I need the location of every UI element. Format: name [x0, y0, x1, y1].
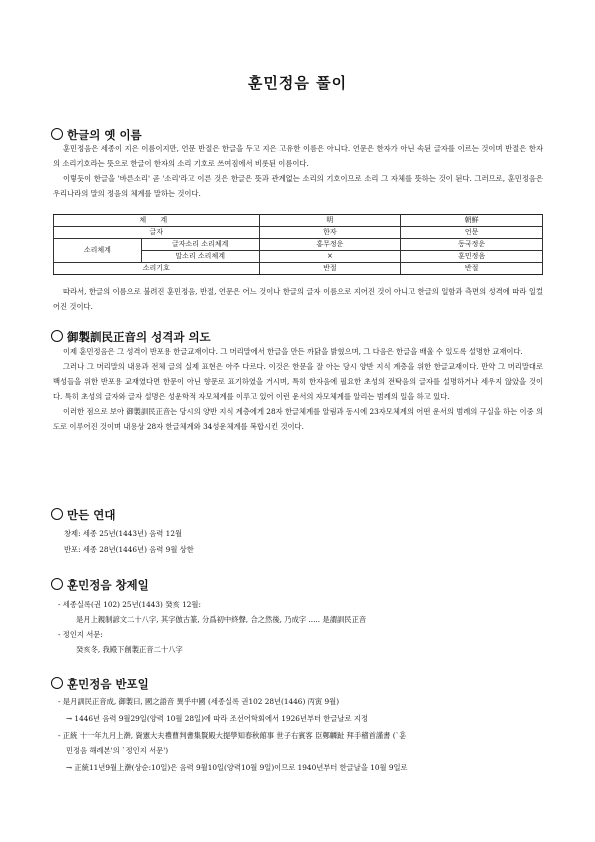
section-heading-creation-day: 훈민정음 창제일 [51, 577, 149, 593]
section-heading-old-names: 한글의 옛 이름 [51, 127, 142, 143]
paragraph: 이렇듯이 한글을 '바른소리' 곧 '소리'라고 이른 것은 한글은 뜻과 관계없는 소리의 기호이므로 소리 그 자체를 뜻하는 것이 된다. 그러므로, 훈민정음은 우리나라의 말의 정음의 체계를 말하는 것이다. [53, 174, 543, 198]
circle-bullet-icon [51, 128, 63, 140]
table-cell: 글자 [54, 227, 260, 239]
table-cell: 언문 [401, 227, 543, 239]
source-line: - 세종실록(권 102) 25년(1443) 癸亥 12월: [58, 600, 201, 609]
page-title: 훈민정음 풀이 [247, 74, 348, 92]
table-cell: 한자 [259, 227, 401, 239]
table-row [54, 239, 543, 251]
source-line: - 正統 十一年九月上澣, 資憲大夫禮曹判書集賢殿大提學知春秋館事 世子右賓客 臣鄭麟趾 拜手稽首謹書 (`훈 [58, 731, 407, 740]
circle-bullet-icon [51, 578, 63, 590]
paragraph: 이러한 점으로 보아 御製訓民正音는 당시의 양반 지식 계층에게 28자 한글체계를 알림과 동시에 23자모체계의 어떤 운서의 범례의 구실을 하는 이중 의도로 이루어진 것이며 내용상 28자 한글체계와 34성운체계를 복합시킨 것이다. [53, 407, 544, 431]
table-header-cell: 체 계 [54, 215, 260, 227]
source-line: - 정인지 서문: [58, 630, 103, 639]
section-heading-creation-date: 만든 연대 [51, 507, 115, 523]
section-character-intent-text [53, 344, 543, 434]
table-cell: 훈민정음 [401, 251, 543, 263]
table-cell: 반절 [401, 263, 543, 275]
note-line: → 1446년 음력 9월29일(양력 10월 28일)에 따라 조선어학회에서 1926년부터 한글날로 지정 [66, 714, 369, 723]
table-cell: × [259, 251, 401, 263]
source-line: - 是月訓民正音成, 御製曰, 國之語音 異乎中國 (세종실록 권102 28년(1446) 丙寅 9월) [58, 697, 340, 706]
table-group-cell: 소리체계 [54, 239, 142, 263]
section-heading-character-intent: 御製訓民正音의 성격과 의도 [51, 329, 211, 345]
circle-bullet-icon [51, 330, 63, 342]
source-line-continued: 민정음 해례본'의 `정인지 서문') [66, 746, 169, 755]
note-line: → 正統11년9월上澣(상순:10일)은 음력 9월10일(양력10월 9일)이므로 1940년부터 한글날을 10월 9일로 [66, 763, 408, 772]
circle-bullet-icon [51, 677, 63, 689]
table-row [54, 227, 543, 239]
circle-bullet-icon [51, 508, 63, 520]
paragraph: 훈민정음은 세종이 지은 이름이지만, 언문 반절은 한글을 두고 지은 고유한 이름은 아니다. 언문은 한자가 아닌 속된 글자를 이르는 것이며 반절은 한자의 소리기호라는 뜻으로 한글이 한자의 소리 기호로 쓰여짐에서 비롯된 이름이다. [53, 144, 543, 168]
quote-line: 是月上親制諺文二十八字, 其字倣古篆, 分爲初中終聲, 合之然後, 乃成字 ..... 是謂訓民正音 [76, 615, 367, 624]
script-system-table [53, 214, 543, 275]
table-cell: 반절 [259, 263, 401, 275]
table-header-cell: 明 [259, 215, 401, 227]
quote-line: 癸亥冬, 我殿下創製正音二十八字 [76, 645, 183, 654]
table-cell: 글자소리 소리체계 [141, 239, 259, 251]
section-heading-promulgation-day: 훈민정음 반포일 [51, 676, 149, 692]
table-cell: 동국정운 [401, 239, 543, 251]
table-header-row [54, 215, 543, 227]
table-row [54, 263, 543, 275]
table-cell: 홍무정운 [259, 239, 401, 251]
paragraph: 이제 훈민정음은 그 성격이 반포용 한글교재이다. 그 머리말에서 한글을 만든 까닭을 밝혔으며, 그 다음은 한글을 배울 수 있도록 설명한 교재이다. [63, 347, 523, 356]
table-header-cell: 朝鮮 [401, 215, 543, 227]
paragraph: 그러나 그 머리말의 내용과 전체 글의 실제 표현은 아주 다르다. 이것은 한문을 잘 아는 당시 양반 지식 계층을 위한 한글교재이다. 만약 그 머리말대로 백성들을 위한 반포용 교재였다면 한문이 아닌 향문로 표기하였을 거시며, 특히 한자음에 필요한 초성의 전탁음의 글자를 설명하거나 세우지 않았을 것이다. 특히 초성의 글자와 글자 설명은 성운학적 자모체계를 이루고 있어 이런 운서의 자모체계를 알리는 범례의 일을 하고 있다. [53, 362, 543, 401]
section-old-names-text [53, 141, 543, 201]
paragraph: 따라서, 한글의 이름으로 불려진 훈민정음, 반절, 언문은 어느 것이나 한글의 글자 이름으로 지어진 것이 아니고 한글의 일함과 측면의 성격에 따라 일컬어진 것이다. [53, 287, 543, 311]
section-old-names-conclusion [53, 284, 543, 314]
promulgation-date-line: 반포: 세종 28년(1446년) 음력 9월 상한 [64, 545, 194, 554]
creation-date-line: 창제: 세종 25년(1443년) 음력 12월 [64, 529, 183, 538]
table-cell: 말소리 소리체계 [141, 251, 259, 263]
table-cell: 소리기호 [54, 263, 260, 275]
